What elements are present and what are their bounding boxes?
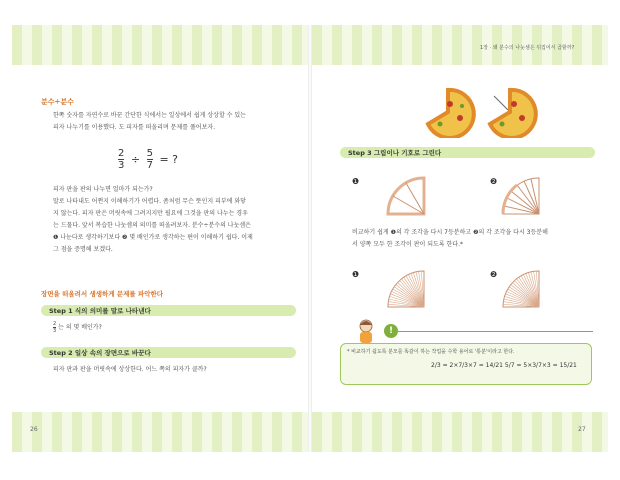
para2-line-2: 말로 나타내도 어쩐지 이해하기가 어렵다. 좀처럼 무슨 뜻인지 피부에 와닿	[53, 198, 246, 205]
step2-text: 피자 판과 판을 머릿속에 상상한다. 어느 쪽의 피자가 클까?	[53, 366, 207, 373]
fan-diagram-21-parts-2	[495, 263, 555, 313]
pizza-slice-icon-1	[428, 90, 474, 138]
expr-b-numerator: 5	[146, 148, 153, 159]
right-para-line-1: 비교하기 쉽게 ❶의 각 조각을 다시 7등분하고 ❷의 각 조각을 다시 3등분해	[352, 229, 548, 236]
section-title: 분수÷분수	[41, 98, 74, 106]
step3-bar	[340, 147, 595, 158]
note-rule	[398, 331, 593, 332]
expr-tail: = ?	[159, 152, 179, 166]
para1-line-2: 피자 나누기를 이용했다. 도 피자를 떠올리며 문제를 풀어보자.	[53, 124, 216, 131]
marker-1b: ❶	[352, 270, 360, 279]
paragraph-1	[53, 110, 293, 134]
subsection-title: 장면을 떠올려서 생생하게 문제를 파악한다	[41, 290, 164, 298]
para2-line-3: 지 않는다. 피자 판은 머릿속에 그려지지만 필요에 그것을 판의 나누는 경우	[53, 210, 248, 217]
note-math: 2/3 = 2×7/3×7 = 14/21 5/7 = 5×3/7×3 = 15/21	[431, 362, 577, 369]
expr-operator: ÷	[130, 152, 141, 166]
para2-line-4: 는 드물다. 앞서 복습한 나눗셈의 의미를 떠올려보자. 분수÷분수의 나눗셈은	[53, 222, 251, 229]
right-para-line-2: 서 양쪽 모두 한 조각이 판이 되도록 한다.*	[352, 241, 463, 248]
expr-b-denominator: 7	[146, 160, 153, 171]
fan-diagram-21-parts-1	[380, 263, 440, 313]
page-number-right: 27	[578, 426, 586, 433]
step1-label: Step 1 식의 의미를 말로 나타낸다	[49, 307, 151, 315]
fan-diagram-sevenths-2	[495, 170, 555, 220]
right-paragraph	[352, 227, 602, 251]
para2-line-1: 피자 판을 판의 나누면 얼마가 되는가?	[53, 186, 153, 193]
page-number-left: 26	[30, 426, 38, 433]
step3-label: Step 3 그림이나 기호로 그린다	[348, 149, 442, 157]
step1-text-content: 는 의 몇 배인가?	[58, 324, 102, 331]
para2-line-6: 그 점을 증명해 보겠다.	[53, 246, 113, 253]
division-expression	[118, 148, 178, 171]
note-text: * 비교하기 쉽도록 분모를 똑같이 하는 작업을 수학 용어로 '통분'이라고 한다.	[347, 349, 515, 355]
paragraph-2	[53, 184, 298, 256]
fan-diagram-thirds-1	[380, 170, 440, 220]
running-header: 1장 · 왜 분수의 나눗셈은 뒤집어서 곱할까?	[480, 45, 575, 51]
pizza-slice-icon-2	[490, 90, 536, 138]
step1-text: $\frac{2}{3}$ 는 의 몇 배인가?	[53, 321, 102, 334]
marker-2: ❷	[490, 177, 498, 186]
note-box	[340, 343, 592, 385]
step2-bar	[41, 347, 296, 358]
exclamation-icon: !	[384, 324, 398, 338]
step2-label: Step 2 일상 속의 장면으로 바꾼다	[49, 349, 151, 357]
expr-a-numerator: 2	[118, 148, 125, 159]
pizza-illustrations	[410, 78, 540, 138]
book-gutter	[308, 25, 312, 452]
expr-a-denominator: 3	[118, 160, 125, 171]
para2-line-5: ❶ 나눈다로 생각하기보다 ❷ 몇 배인가로 생각하는 편이 이해하기 쉽다. 이제	[53, 234, 253, 241]
step1-bar	[41, 305, 296, 316]
para1-line-1: 한쪽 숫자를 자연수로 바꾼 간단한 식에서는 일상에서 쉽게 상상할 수 있는	[53, 112, 246, 119]
marker-2b: ❷	[490, 270, 498, 279]
marker-1: ❶	[352, 177, 360, 186]
teacher-character-icon	[355, 318, 377, 344]
